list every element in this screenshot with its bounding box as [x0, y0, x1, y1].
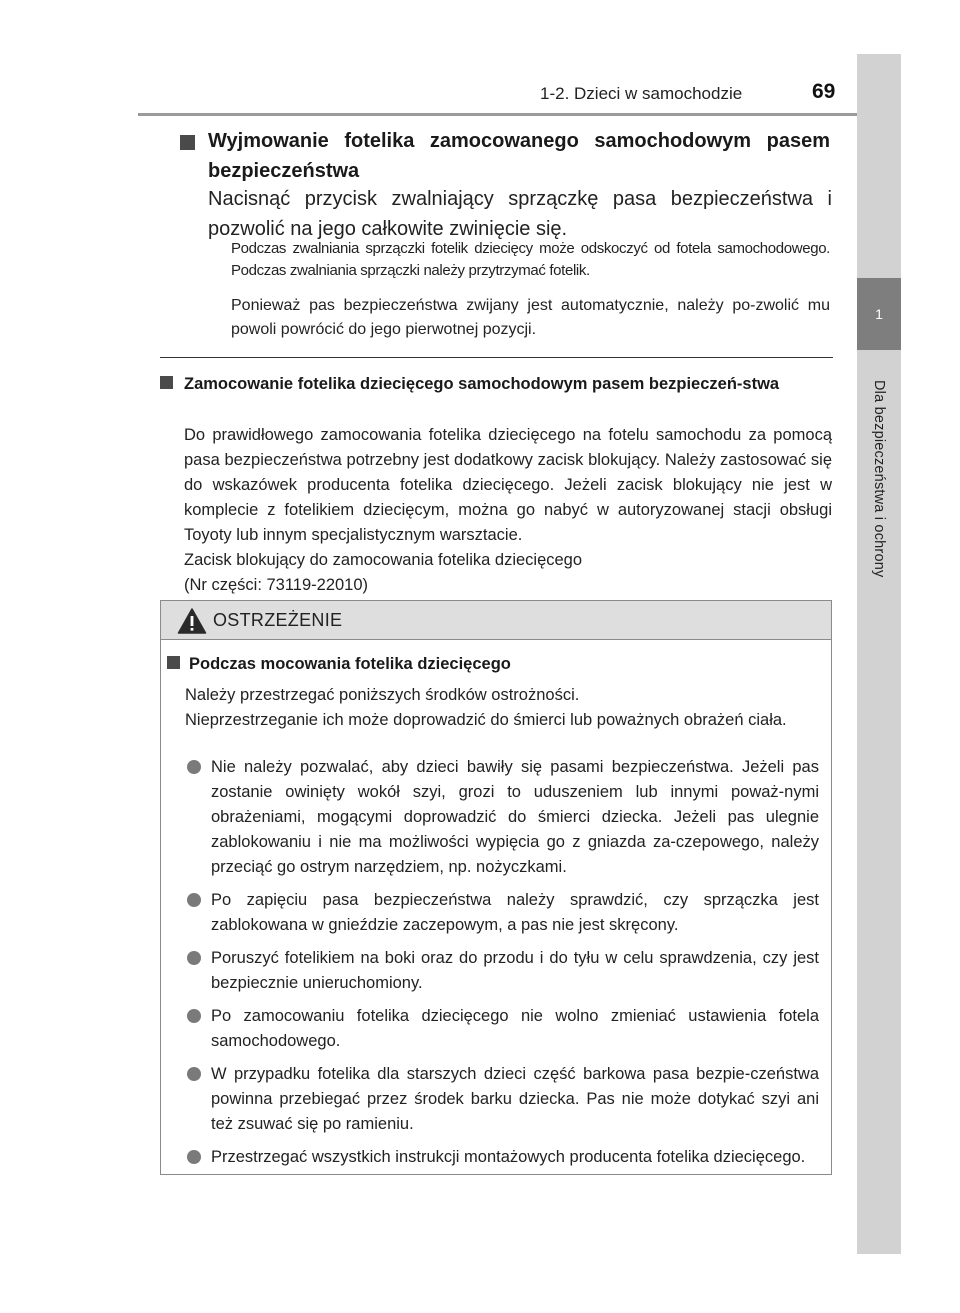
bullet-dot-icon — [187, 893, 201, 907]
warning-title: OSTRZEŻENIE — [213, 610, 343, 630]
section2-body: Do prawidłowego zamocowania fotelika dziecięcego na fotelu samochodu za pomocą pasa bezpieczeństwa potrzebny jest dodatkowy zacisk blokujący. Należy zastosować się do wskazówek producenta fotelika dziecięcego. Jeżeli zacisk blokujący nie jest w komplecie z fotelikiem dziecięcym, można go nabyć w autoryzowanej stacji obsługi Toyoty lub innym specjalistycznym warsztacie. — [184, 426, 832, 544]
page-number: 69 — [812, 80, 836, 103]
warning-header — [161, 601, 831, 640]
warning-item — [185, 888, 819, 938]
square-bullet-icon — [160, 376, 173, 389]
square-bullet-icon — [180, 135, 195, 150]
section2-heading: Zamocowanie fotelika dziecięcego samochodowym pasem bezpieczeń-stwa — [184, 375, 780, 393]
warning-box — [160, 600, 832, 1175]
warning-intro — [185, 683, 819, 733]
section1-heading: Wyjmowanie fotelika zamocowanego samochodowym pasem bezpieczeństwa — [208, 130, 830, 182]
warning-heading-block — [167, 652, 817, 676]
section-title: 1-2. Dzieci w samochodzie — [540, 84, 743, 103]
warning-item-text: Po zamocowaniu fotelika dziecięcego nie wolno zmieniać ustawienia fotela samochodowego. — [211, 1007, 819, 1050]
section1-note2: Ponieważ pas bezpieczeństwa zwijany jest automatycznie, należy po-zwolić mu powoli powrócić do jego pierwotnej pozycji. — [231, 297, 830, 338]
bullet-dot-icon — [187, 760, 201, 774]
warning-triangle-icon — [177, 607, 207, 635]
bullet-dot-icon — [187, 1067, 201, 1081]
bullet-dot-icon — [187, 1150, 201, 1164]
chapter-number: 1 — [857, 278, 901, 350]
section2-body-block — [184, 423, 832, 598]
chapter-title: Dla bezpieczeństwa i ochrony — [871, 380, 887, 578]
warning-item-text: Nie należy pozwalać, aby dzieci bawiły się pasami bezpieczeństwa. Jeżeli pas zostanie owinięty wokół szyi, grozi to uduszeniem lub innymi poważ-nymi obrażeniami, mogącymi doprowadzić do śmierci dziecka. Jeżeli pas ulegnie zablokowaniu i nie ma możliwości wypięcia go z gniazda za-czepowego, należy przeciąć go ostrym narzędziem, np. nożyczkami. — [211, 758, 819, 876]
part-label: Zacisk blokujący do zamocowania fotelika dziecięcego — [184, 551, 583, 569]
warning-item — [185, 946, 819, 996]
warning-heading: Podczas mocowania fotelika dziecięcego — [189, 655, 511, 673]
section2-heading-block — [160, 372, 832, 397]
section-divider — [160, 357, 833, 358]
bullet-dot-icon — [187, 951, 201, 965]
part-number: (Nr części: 73119-22010) — [184, 576, 369, 594]
warning-list — [185, 755, 819, 1178]
warning-intro-line1: Należy przestrzegać poniższych środków ostrożności. — [185, 686, 580, 704]
warning-item — [185, 1145, 819, 1170]
warning-item — [185, 1004, 819, 1054]
warning-item-text: W przypadku fotelika dla starszych dzieci część barkowa pasa bezpie-czeństwa powinna przebiegać przez środek barku dziecka. Pas nie może dotykać szyi ani też zsuwać się po ramieniu. — [211, 1065, 819, 1133]
section1-heading-block — [180, 126, 830, 186]
warning-item — [185, 1062, 819, 1137]
warning-item-text: Przestrzegać wszystkich instrukcji montażowych producenta fotelika dziecięcego. — [211, 1148, 806, 1166]
warning-item — [185, 755, 819, 880]
header-rule — [138, 113, 857, 116]
warning-item-text: Po zapięciu pasa bezpieczeństwa należy sprawdzić, czy sprzączka jest zablokowana w gnieździe zaczepowym, a pas nie jest skręcony. — [211, 891, 819, 934]
warning-item-text: Poruszyć fotelikiem na boki oraz do przodu i do tyłu w celu sprawdzenia, czy jest bezpiecznie unieruchomiony. — [211, 949, 819, 992]
bullet-dot-icon — [187, 1009, 201, 1023]
square-bullet-icon — [167, 656, 180, 669]
section1-note1: Podczas zwalniania sprzączki fotelik dziecięcy może odskoczyć od fotela samochodowego. Podczas zwalniania sprzączki należy przytrzymać fotelik. — [231, 240, 830, 279]
warning-intro-line2: Nieprzestrzeganie ich może doprowadzić do śmierci lub poważnych obrażeń ciała. — [185, 711, 787, 729]
section1-body: Nacisnąć przycisk zwalniający sprzączkę pasa bezpieczeństwa i pozwolić na jego całkowite zwinięcie się. — [208, 188, 832, 240]
side-tab — [857, 54, 901, 1254]
